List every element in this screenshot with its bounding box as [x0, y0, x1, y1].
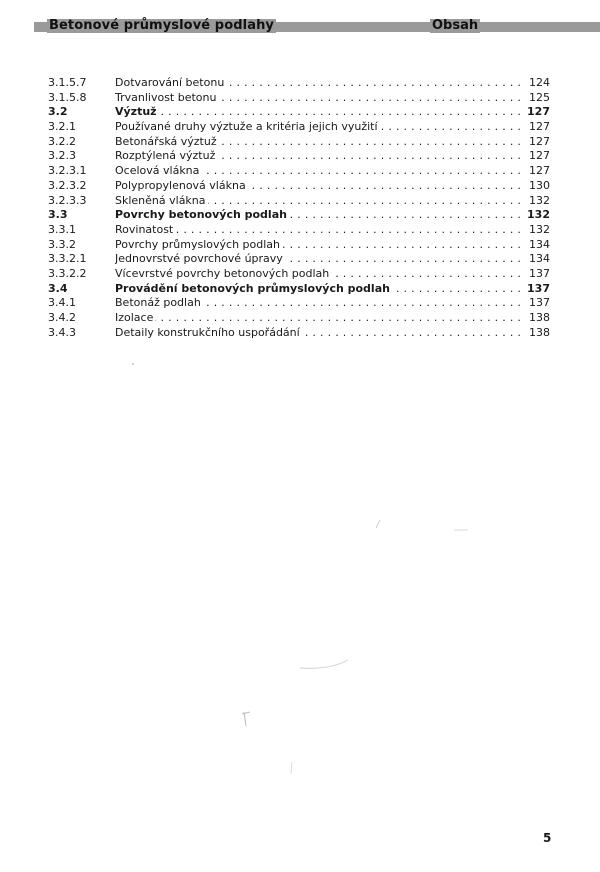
toc-section-number: 3.2.3 — [48, 149, 76, 163]
toc-row — [48, 91, 550, 106]
toc-entry — [115, 105, 525, 120]
toc-section-title: Trvanlivost betonu — [115, 90, 217, 104]
toc-section-number: 3.2.3.2 — [48, 178, 87, 192]
toc-section-title: Používané druhy výztuže a kritéria jejich využití — [115, 120, 378, 134]
toc-page-number: 137 — [524, 296, 550, 311]
toc-entry — [115, 179, 525, 194]
toc-row — [48, 282, 550, 297]
toc-section-title: Povrchy betonových podlah — [115, 208, 287, 222]
toc-page-number: 132 — [524, 223, 550, 238]
toc-section-title: Betonářská výztuž — [115, 134, 217, 148]
toc-section-title: Betonáž podlah — [115, 296, 201, 310]
toc-section-number: 3.2.2 — [48, 134, 76, 148]
toc-page-number: 138 — [524, 311, 550, 326]
toc-row — [48, 311, 550, 326]
toc-entry — [115, 135, 525, 150]
toc-entry — [115, 267, 525, 282]
toc-section-title: Provádění betonových průmyslových podlah — [115, 281, 390, 295]
toc-section-title: Rozptýlená výztuž — [115, 149, 216, 163]
toc-entry — [115, 120, 525, 135]
toc-section-number: 3.2.3.3 — [48, 193, 87, 207]
toc-page-number: 137 — [524, 282, 550, 297]
toc-page-number: 134 — [524, 238, 550, 253]
toc-page-number: 132 — [524, 194, 550, 209]
toc-entry — [115, 282, 525, 297]
toc-row — [48, 164, 550, 179]
toc-row — [48, 179, 550, 194]
toc-entry — [115, 76, 525, 91]
scan-mark-1 — [376, 520, 380, 528]
toc-page-number: 138 — [524, 326, 550, 341]
toc-entry — [115, 164, 525, 179]
toc-section-title: Vícevrstvé povrchy betonových podlah — [115, 266, 330, 280]
toc-entry — [115, 296, 525, 311]
toc-section-number: 3.1.5.8 — [48, 90, 87, 104]
toc-section-title: Detaily konstrukčního uspořádání — [115, 325, 300, 339]
toc-section-title: Povrchy průmyslových podlah — [115, 237, 281, 251]
toc-entry — [115, 194, 525, 209]
toc-entry — [115, 223, 525, 238]
scan-mark-4 — [242, 712, 250, 726]
toc-row — [48, 208, 550, 223]
toc-row — [48, 326, 550, 341]
toc-page-number: 134 — [524, 252, 550, 267]
toc-section-number: 3.2 — [48, 105, 68, 119]
toc-page-number: 137 — [524, 267, 550, 282]
toc-page-number: 127 — [524, 120, 550, 135]
toc-section-number: 3.3.2.1 — [48, 252, 87, 266]
running-header-title: Betonové průmyslové podlahy — [49, 18, 275, 33]
scan-mark-6 — [132, 363, 134, 365]
toc-section-title: Rovinatost — [115, 222, 174, 236]
toc-entry — [115, 252, 525, 267]
toc-section-number: 3.4 — [48, 281, 68, 295]
toc-section-number: 3.3.2 — [48, 237, 76, 251]
toc-section-title: Jednovrstvé povrchové úpravy — [115, 252, 283, 266]
toc-row — [48, 296, 550, 311]
toc-page-number: 127 — [524, 135, 550, 150]
toc-section-number: 3.4.2 — [48, 311, 76, 324]
toc-section-title: Izolace — [115, 311, 154, 324]
toc-row — [48, 223, 550, 238]
toc-row — [48, 267, 550, 282]
scan-mark-3 — [300, 660, 348, 668]
toc-row — [48, 252, 550, 267]
toc-row — [48, 194, 550, 209]
page-number: 5 — [543, 831, 552, 845]
toc-entry — [115, 149, 525, 164]
toc-section-title: Ocelová vlákna — [115, 164, 200, 178]
running-header-section: Obsah — [432, 18, 479, 33]
toc-entry — [115, 238, 525, 253]
toc-section-number: 3.2.1 — [48, 120, 76, 134]
toc-row — [48, 105, 550, 120]
toc-page-number: 132 — [524, 208, 550, 223]
toc-entry — [115, 311, 525, 326]
toc-row — [48, 135, 550, 150]
toc-entry — [115, 326, 525, 341]
toc-entry — [115, 208, 525, 223]
toc-section-number: 3.2.3.1 — [48, 164, 87, 178]
toc-page-number: 127 — [524, 105, 550, 120]
toc-section-title: Polypropylenová vlákna — [115, 178, 246, 192]
toc-section-number: 3.4.3 — [48, 325, 76, 339]
toc-entry — [115, 91, 525, 106]
toc-page-number: 127 — [524, 149, 550, 164]
toc-section-number: 3.4.1 — [48, 296, 76, 310]
toc-page-number: 127 — [524, 164, 550, 179]
toc-section-number: 3.1.5.7 — [48, 76, 87, 89]
toc-row — [48, 76, 550, 91]
toc-page-number: 130 — [524, 179, 550, 194]
toc-row — [48, 120, 550, 135]
toc-row — [48, 238, 550, 253]
toc-section-title: Výztuž — [115, 105, 157, 119]
toc-section-number: 3.3.2.2 — [48, 266, 87, 280]
toc-row — [48, 149, 550, 164]
toc-page-number: 124 — [524, 76, 550, 91]
table-of-contents — [48, 76, 550, 340]
toc-section-number: 3.3 — [48, 208, 68, 222]
toc-section-number: 3.3.1 — [48, 222, 76, 236]
toc-section-title: Dotvarování betonu — [115, 76, 225, 89]
scan-mark-5 — [291, 762, 292, 774]
toc-page-number: 125 — [524, 91, 550, 106]
toc-section-title: Skleněná vlákna — [115, 193, 206, 207]
